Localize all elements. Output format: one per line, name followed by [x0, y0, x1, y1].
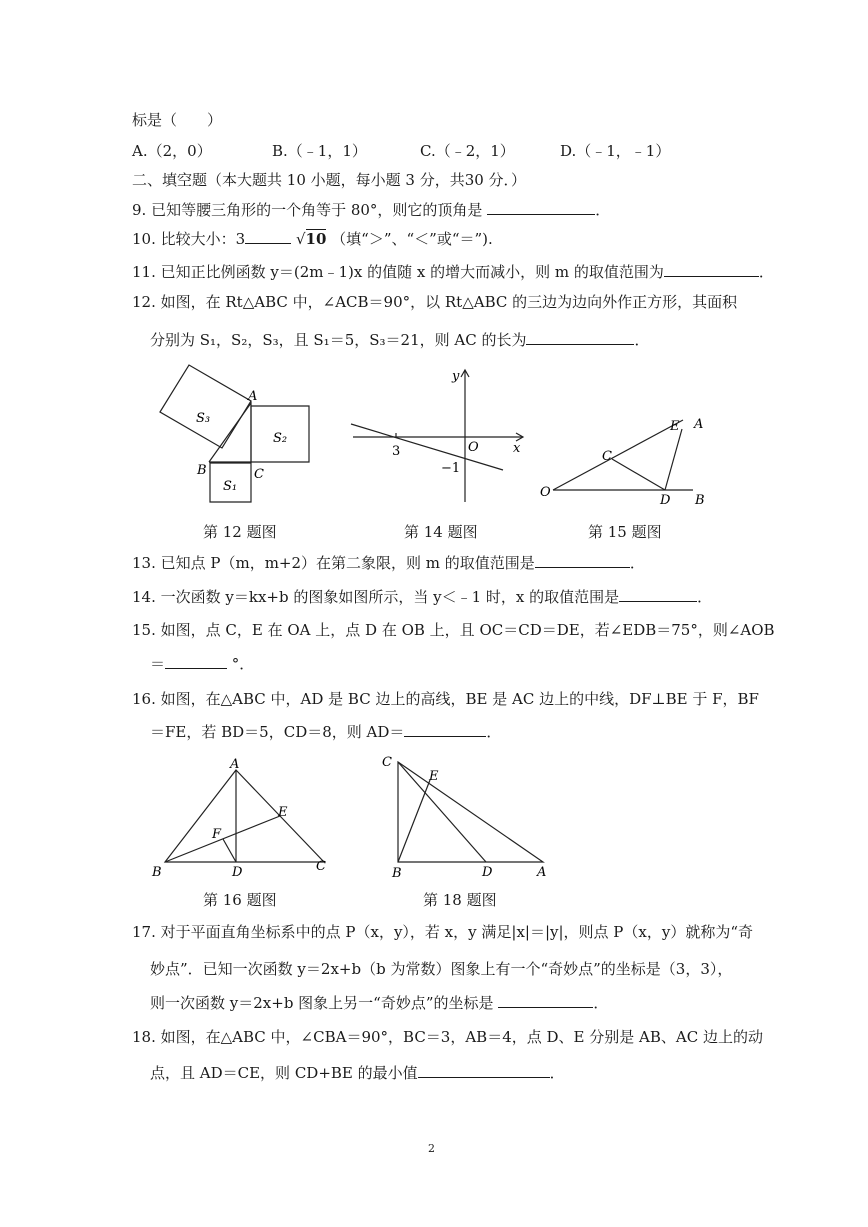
triangle-abc	[398, 762, 543, 862]
question-17-line3: 则一次函数 y＝2x+b 图象上另一“奇妙点”的坐标是 ．	[150, 994, 609, 1012]
label-b: B	[392, 866, 402, 881]
question-15-line2: ＝ °．	[150, 655, 255, 673]
question-16-line2: ＝FE，若 BD＝5，CD＝8，则 AD＝ ．	[150, 723, 502, 741]
triangle-abc	[165, 770, 324, 862]
label-s1: S₁	[223, 479, 238, 494]
figure-14	[348, 362, 533, 507]
label-origin: O	[468, 440, 479, 455]
label-a: A	[537, 865, 547, 880]
question-18-line1: 18. 如图，在△ABC 中，∠CBA＝90°，BC＝3，AB＝4，点 D、E 分别是 AB、AC 边上的动	[132, 1028, 763, 1046]
answer-blank-14[interactable]	[619, 587, 697, 602]
answer-blank-18[interactable]	[418, 1063, 550, 1078]
segment-de	[665, 429, 682, 490]
label-b: B	[197, 463, 207, 478]
q8-tail: 标是（ ）	[132, 111, 223, 129]
answer-blank-12[interactable]	[526, 330, 634, 345]
question-10: 10. 比较大小：3 √10 （填“＞”、“＜”或“＝”).	[132, 230, 493, 248]
q8-option-c: C.（﹣2，1）	[420, 142, 515, 160]
label-c: C	[316, 859, 326, 874]
square-s3	[160, 365, 251, 448]
label-c: C	[382, 755, 392, 770]
label-b: B	[152, 865, 162, 880]
section-2-heading: 二、填空题（本大题共 10 小题，每小题 3 分，共30 分．）	[132, 171, 527, 189]
ray-oa	[553, 420, 683, 490]
q8-option-b: B.（﹣1，1）	[272, 142, 367, 160]
question-14: 14. 一次函数 y＝kx+b 的图象如图所示，当 y＜﹣1 时，x 的取值范围是 ．	[132, 588, 713, 606]
caption-fig15: 第 15 题图	[588, 523, 662, 541]
label-e: E	[278, 805, 288, 820]
question-11: 11. 已知正比例函数 y＝(2m﹣1)x 的值随 x 的增大而减小，则 m 的取值范围为 ．	[132, 263, 774, 281]
caption-fig12: 第 12 题图	[203, 523, 277, 541]
page-number: 2	[428, 1142, 435, 1155]
question-15-line1: 15. 如图，点 C，E 在 OA 上，点 D 在 OB 上，且 OC＝CD＝DE，若∠EDB＝75°，则∠AOB	[132, 621, 775, 639]
question-18-line2: 点，且 AD＝CE，则 CD+BE 的最小值 ．	[150, 1064, 565, 1082]
answer-blank-10[interactable]	[245, 229, 291, 244]
label-c: C	[602, 449, 612, 464]
figure-16	[148, 752, 338, 882]
label-three: 3	[392, 444, 401, 459]
label-d: D	[482, 865, 493, 880]
label-y: y	[452, 369, 460, 384]
function-line	[351, 424, 503, 470]
answer-blank-17[interactable]	[498, 993, 593, 1008]
segment-be	[398, 780, 430, 862]
question-9: 9. 已知等腰三角形的一个角等于 80°，则它的顶角是 ．	[132, 201, 611, 219]
answer-blank-13[interactable]	[535, 553, 630, 568]
caption-fig16: 第 16 题图	[203, 891, 277, 909]
q8-option-a: A.（2，0）	[132, 142, 212, 160]
label-b: B	[695, 493, 705, 508]
label-d: D	[232, 865, 243, 880]
label-f: F	[212, 827, 222, 842]
label-a: A	[694, 417, 704, 432]
label-s3: S₃	[196, 411, 211, 426]
label-a: A	[230, 757, 240, 772]
label-neg-one: −1	[441, 461, 461, 476]
label-s2: S₂	[273, 431, 288, 446]
label-d: D	[660, 493, 671, 508]
figure-12	[150, 362, 315, 507]
question-12-line2: 分别为 S₁，S₂，S₃，且 S₁＝5，S₃＝21，则 AC 的长为 ．	[150, 331, 650, 349]
label-o: O	[540, 485, 551, 500]
question-13: 13. 已知点 P（m，m+2）在第二象限，则 m 的取值范围是 ．	[132, 554, 645, 572]
question-17-line1: 17. 对于平面直角坐标系中的点 P（x，y），若 x，y 满足|x|＝|y|，则点 P（x，y）就称为“奇	[132, 923, 754, 941]
sqrt-symbol: √	[295, 230, 306, 248]
segment-cd	[398, 762, 486, 862]
question-12-line1: 12. 如图，在 Rt△ABC 中，∠ACB＝90°，以 Rt△ABC 的三边为边向外作正方形，其面积	[132, 293, 738, 311]
figure-15	[535, 410, 715, 510]
triangle-abc	[209, 403, 251, 462]
answer-blank-11[interactable]	[664, 262, 759, 277]
caption-fig14: 第 14 题图	[404, 523, 478, 541]
answer-blank-16[interactable]	[404, 722, 486, 737]
question-16-line1: 16. 如图，在△ABC 中，AD 是 BC 边上的高线，BE 是 AC 边上的中线，DF⊥BE 于 F，BF	[132, 690, 759, 708]
q8-option-d: D.（﹣1，﹣1）	[560, 142, 671, 160]
segment-df	[223, 839, 236, 862]
segment-cd	[612, 459, 665, 490]
label-e: E	[670, 419, 680, 434]
label-c: C	[254, 467, 264, 482]
caption-fig18: 第 18 题图	[423, 891, 497, 909]
label-e: E	[429, 769, 439, 784]
question-17-line2: 妙点”．已知一次函数 y＝2x+b（b 为常数）图象上有一个“奇妙点”的坐标是（3，3），	[150, 960, 733, 978]
figure-18	[378, 752, 553, 882]
answer-blank-15[interactable]	[165, 654, 227, 669]
sqrt-radicand: 10	[305, 230, 327, 248]
answer-blank-9[interactable]	[487, 200, 595, 215]
label-a: A	[248, 389, 258, 404]
label-x: x	[513, 441, 521, 456]
